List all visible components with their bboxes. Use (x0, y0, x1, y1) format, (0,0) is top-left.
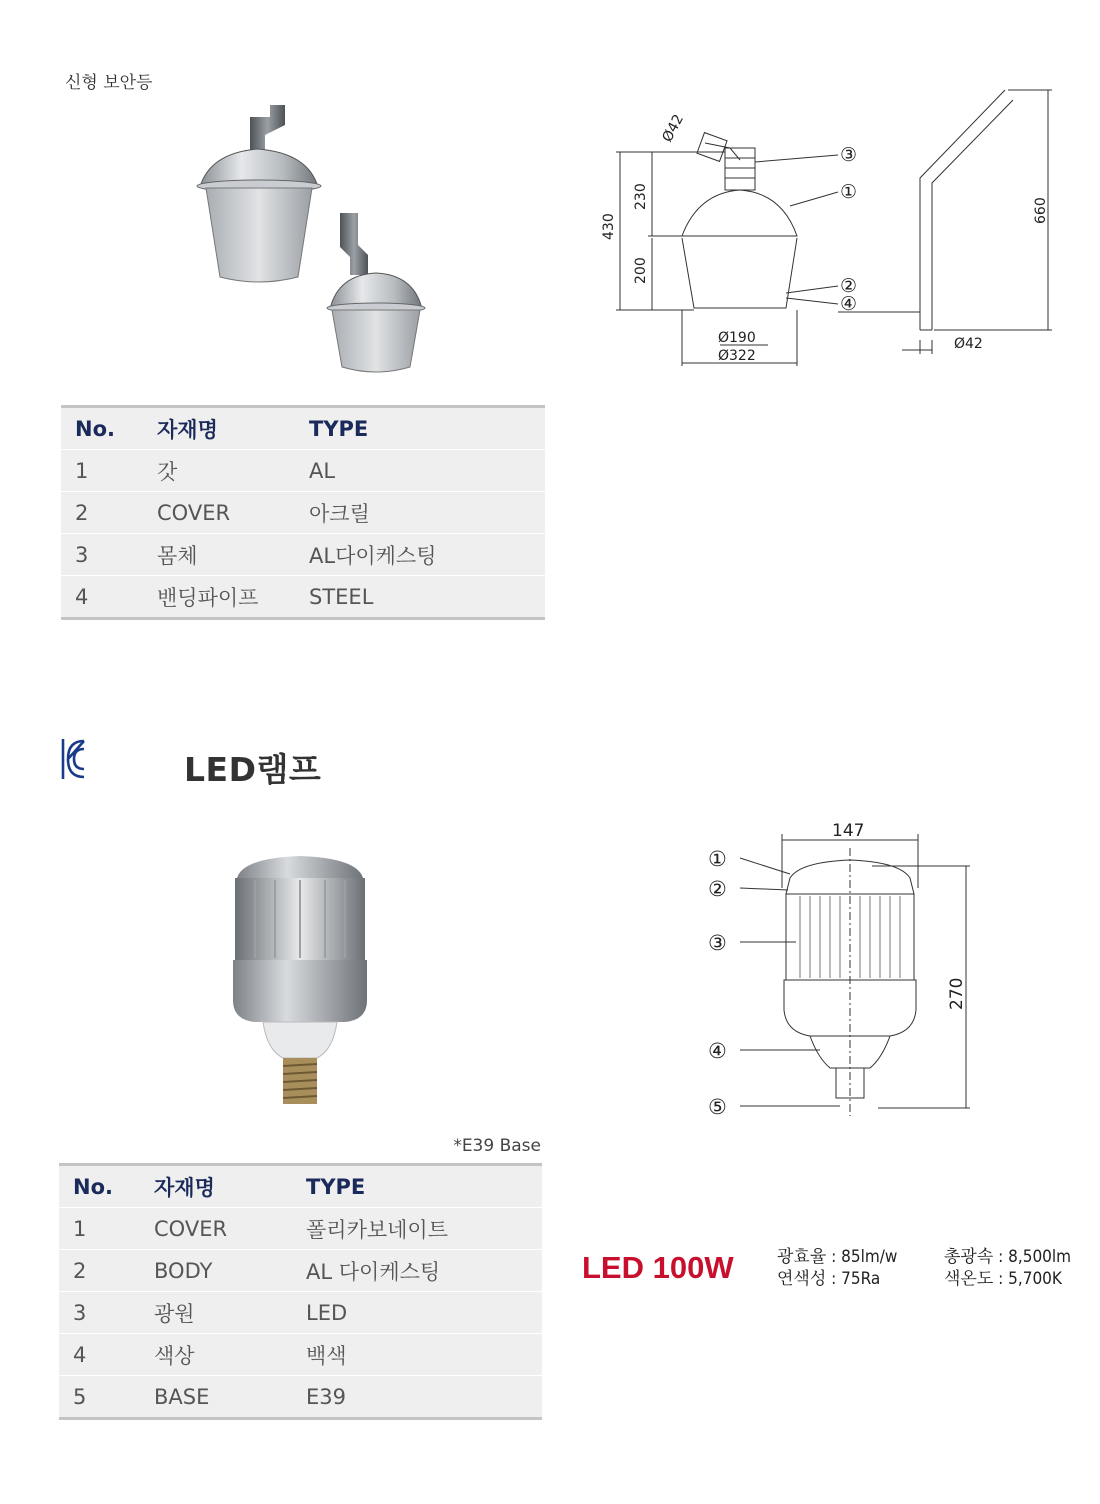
dim-230: 230 (633, 183, 649, 210)
cell-material: 몸체 (157, 534, 309, 576)
table-header-row (59, 1165, 542, 1208)
cell-no: 3 (61, 534, 157, 576)
wattage-label: LED 100W (582, 1250, 734, 1285)
cell-no: 1 (59, 1208, 154, 1250)
cell-no: 5 (73, 1384, 87, 1409)
callout-5: ⑤ (708, 1095, 727, 1118)
led-lamp-photo (225, 850, 375, 1110)
section-title: LED램프 (184, 750, 322, 789)
dim-height: 270 (947, 977, 967, 1010)
spec-cct: 색온도 : 5,700K (944, 1269, 1062, 1289)
spec-left (777, 1246, 897, 1290)
dim-660: 660 (1033, 197, 1049, 224)
cell-type: AL (309, 450, 545, 492)
security-light-photo (190, 95, 460, 385)
spec-cri: 연색성 : 75Ra (777, 1269, 881, 1289)
dim-430: 430 (601, 213, 617, 240)
header-material: 자재명 (154, 1165, 306, 1208)
header-type: TYPE (306, 1165, 542, 1208)
dim-322: Ø322 (718, 348, 756, 364)
cell-no: 3 (59, 1292, 154, 1334)
dim-190: Ø190 (718, 330, 756, 346)
cell-type: LED (306, 1292, 542, 1334)
cell-type: AL 다이케스팅 (306, 1250, 542, 1292)
table-row (61, 534, 545, 576)
callout-3: ③ (840, 144, 858, 166)
cell-material: 색상 (154, 1334, 306, 1376)
callout-2: ② (708, 877, 727, 901)
cell-material: BASE (154, 1384, 210, 1409)
dim-200: 200 (633, 257, 649, 284)
callout-2: ② (840, 275, 858, 297)
cell-no: 2 (59, 1250, 154, 1292)
kc-certification-logo (60, 737, 88, 781)
table-row (59, 1376, 542, 1419)
callout-4: ④ (840, 293, 858, 315)
dim-width: 147 (832, 821, 865, 841)
cell-no: 4 (59, 1334, 154, 1376)
table-header-row (61, 407, 545, 450)
security-light-drawing (590, 88, 1060, 378)
cell-type: E39 (306, 1384, 346, 1409)
led-lamp-spec-table (59, 1163, 542, 1420)
table-row (61, 576, 545, 619)
cell-type: 아크릴 (309, 492, 545, 534)
callout-1: ① (708, 847, 727, 871)
product-caption: 신형 보안등 (65, 73, 153, 93)
spec-flux: 총광속 : 8,500lm (944, 1247, 1072, 1267)
cell-type: AL다이케스팅 (309, 534, 545, 576)
spec-efficacy: 광효율 : 85lm/w (777, 1247, 898, 1267)
table-row (59, 1208, 542, 1250)
cell-type: STEEL (309, 584, 374, 609)
cell-type: 백색 (306, 1334, 542, 1376)
table-row (61, 450, 545, 492)
header-material: 자재명 (157, 407, 309, 450)
table-row (59, 1334, 542, 1376)
led-lamp-drawing (700, 818, 985, 1118)
table-row (59, 1250, 542, 1292)
cell-material: 광원 (154, 1292, 306, 1334)
header-no: No. (59, 1165, 154, 1208)
table-row (59, 1292, 542, 1334)
cell-no: 2 (61, 492, 157, 534)
callout-3: ③ (708, 931, 727, 955)
base-note: *E39 Base (453, 1136, 541, 1156)
table-row (61, 492, 545, 534)
cell-material: BODY (154, 1250, 306, 1292)
cell-material: 밴딩파이프 (157, 585, 259, 610)
header-no: No. (61, 407, 157, 450)
cell-material: 갓 (157, 450, 309, 492)
callout-4: ④ (708, 1039, 727, 1063)
cell-no: 4 (75, 584, 89, 609)
callout-1: ① (840, 181, 858, 203)
cell-no: 1 (61, 450, 157, 492)
spec-right (944, 1246, 1071, 1290)
header-type: TYPE (309, 407, 545, 450)
cell-material: COVER (154, 1208, 306, 1250)
cell-material: COVER (157, 492, 309, 534)
dim-pipe-dia: Ø42 (954, 336, 983, 352)
security-light-spec-table (61, 405, 545, 620)
cell-type: 폴리카보네이트 (306, 1208, 542, 1250)
dim-neck-dia: Ø42 (659, 111, 688, 145)
